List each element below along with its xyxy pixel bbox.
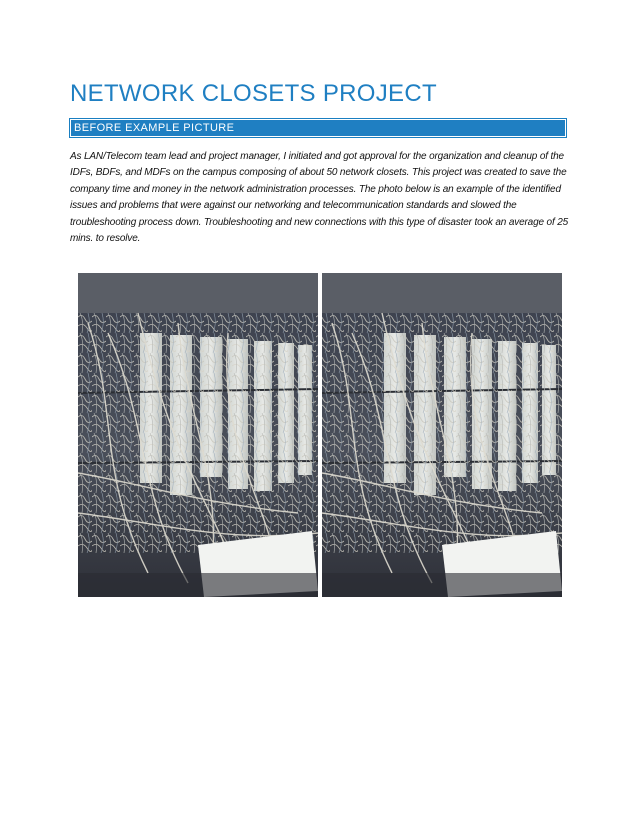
network-closet-photo-graphic [78, 273, 562, 597]
body-paragraph: As LAN/Telecom team lead and project manager, I initiated and got approval for the organization and cleanup of the IDFs, BDFs, and MDFs on the campus composing of about 50 network closets. This project was created to save the company time and money in the network administration processes. The photo below is an example of the identified issues and problems that were against our networking and telecommunication standards and slowed the troubleshooting process down. Troubleshooting and new connections with this type of disaster took an average of 25 mins. to resolve. [70, 151, 569, 245]
photo-right-half [322, 273, 562, 597]
photo-left-half [78, 273, 318, 597]
section-header [69, 118, 567, 138]
network-closet-photo [78, 273, 562, 597]
page-title: NETWORK CLOSETS PROJECT [70, 80, 437, 107]
section-header-label: BEFORE EXAMPLE PICTURE [71, 120, 565, 136]
